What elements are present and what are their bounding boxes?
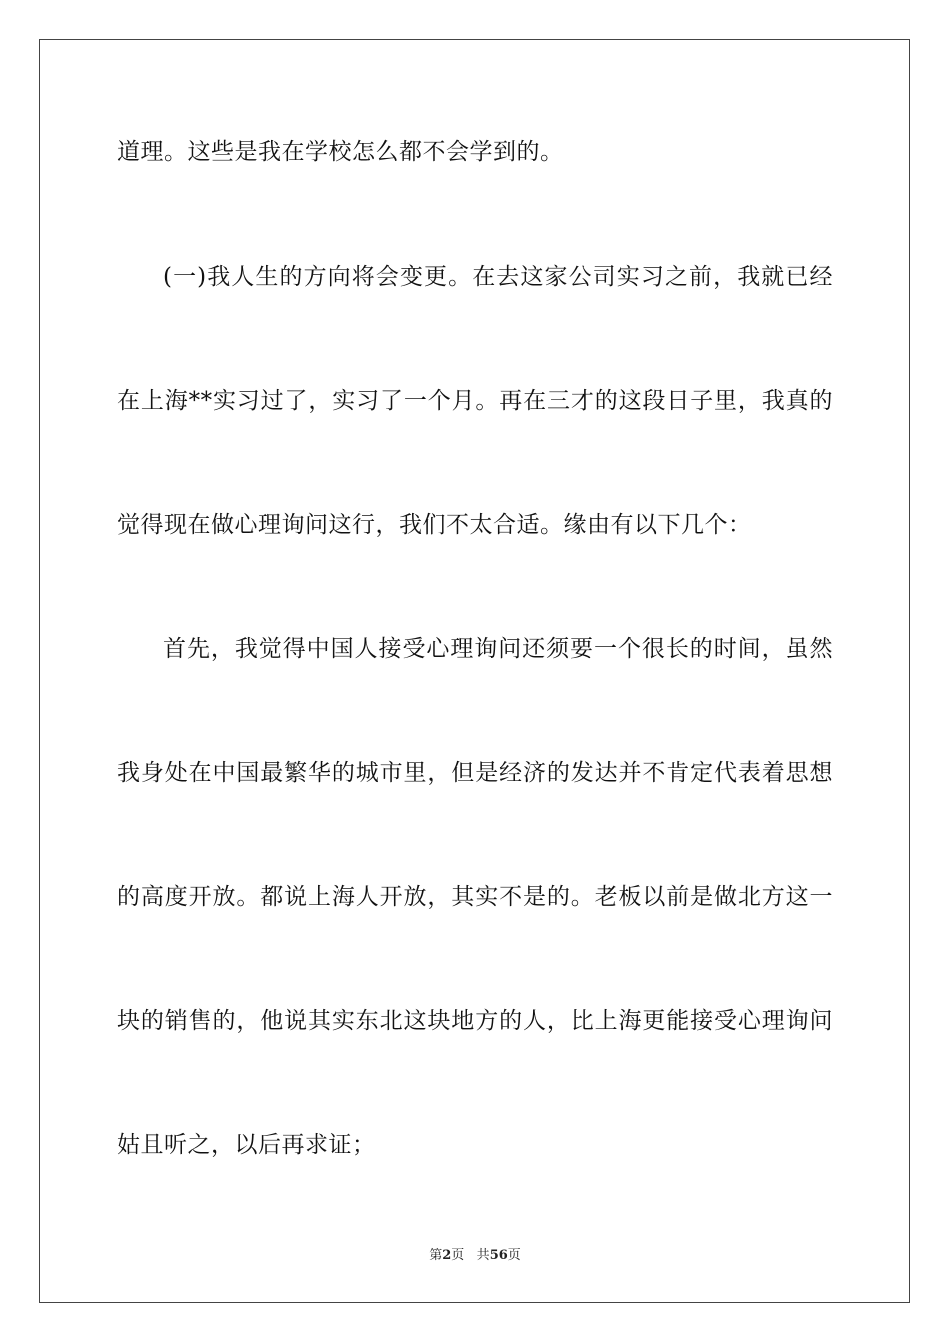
paragraph-line-3: 在上海**实习过了，实习了一个月。再在三才的这段日子里，我真的	[117, 388, 833, 414]
paragraph-line-2: (一)我人生的方向将会变更。在去这家公司实习之前，我就已经	[163, 264, 833, 290]
footer-total-suffix: 页	[507, 1248, 521, 1263]
footer-total-prefix: 共	[476, 1248, 490, 1263]
paragraph-line-8: 块的销售的，他说其实东北这块地方的人，比上海更能接受心理询问	[117, 1008, 833, 1034]
paragraph-line-7: 的高度开放。都说上海人开放，其实不是的。老板以前是做北方这一	[117, 884, 833, 910]
footer-page-prefix: 第	[429, 1248, 443, 1263]
footer-page-number: 2	[442, 1248, 452, 1263]
paragraph-line-9: 姑且听之，以后再求证；	[117, 1132, 376, 1158]
paragraph-line-1: 道理。这些是我在学校怎么都不会学到的。	[117, 139, 564, 165]
page-border	[39, 39, 910, 1303]
footer-total-pages: 56	[489, 1248, 508, 1263]
page-footer	[0, 1247, 950, 1265]
paragraph-line-6: 我身处在中国最繁华的城市里，但是经济的发达并不肯定代表着思想	[117, 760, 833, 786]
paragraph-line-4: 觉得现在做心理询问这行，我们不太合适。缘由有以下几个：	[117, 512, 752, 538]
footer-page-suffix: 页	[451, 1248, 465, 1263]
paragraph-line-5: 首先，我觉得中国人接受心理询问还须要一个很长的时间，虽然	[163, 636, 833, 662]
